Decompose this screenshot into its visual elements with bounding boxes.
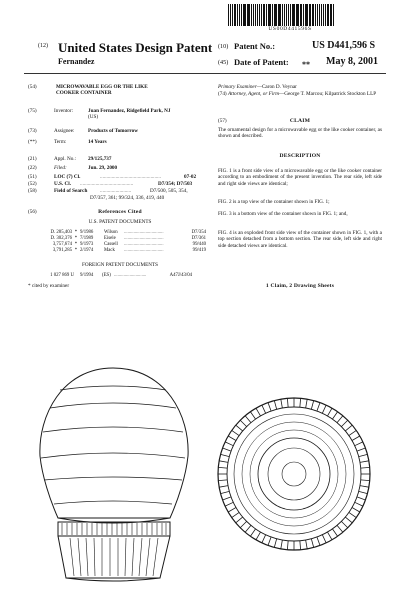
rim-tick <box>281 399 283 408</box>
rim-tick <box>357 497 365 500</box>
ref-dots: ................................. <box>124 230 164 235</box>
rim-tick <box>236 425 243 431</box>
search-field-num: (58) <box>28 188 37 194</box>
term-value: 14 Years <box>88 139 107 145</box>
rim-tick <box>223 497 231 500</box>
assignee-field-num: (73) <box>28 128 37 134</box>
barcode-bar <box>284 4 285 26</box>
rim-tick <box>300 541 301 550</box>
barcode <box>228 4 352 26</box>
header-divider <box>24 73 386 74</box>
barcode-bar <box>288 4 289 26</box>
patent-type-title: United States Design Patent <box>58 40 213 55</box>
claim-text: The ornamental design for a microwavable egg or the like cooker container, as shown and described. <box>218 127 382 140</box>
rim-tick <box>345 517 352 523</box>
rim-tick <box>328 408 333 416</box>
barcode-bar <box>303 4 304 26</box>
attorney-label: Attorney, Agent, or Firm <box>227 91 280 97</box>
rim-tick <box>221 491 230 493</box>
rim-tick <box>274 401 276 410</box>
rim-tick <box>360 461 369 463</box>
patent-no-code: (10) <box>218 43 229 50</box>
ref-star: * <box>74 242 78 247</box>
rim-tick <box>240 521 246 527</box>
barcode-bar <box>275 4 276 26</box>
rim-tick <box>287 398 288 407</box>
barcode-bar <box>331 4 332 26</box>
rim-tick <box>300 398 301 407</box>
rim-tick <box>245 525 251 532</box>
appl-value: 29/125,737 <box>88 156 112 162</box>
date-stars: ** <box>302 60 310 69</box>
rim-tick <box>361 467 370 468</box>
loc-label: LOC (7) Cl. <box>54 174 81 180</box>
inventor-label: Inventor: <box>54 108 74 114</box>
appl-field-num: (21) <box>28 156 37 162</box>
barcode-bar <box>327 4 329 26</box>
assignee-value: Products of Tomorrow <box>88 128 138 134</box>
search-value-line1: D7/500, 505, 354, <box>150 188 188 194</box>
barcode-bar <box>266 4 267 26</box>
ref-patent: 1 027 869 U <box>50 273 74 278</box>
rim-tick <box>328 532 333 540</box>
barcode-bar <box>306 4 307 26</box>
barcode-bar <box>241 4 242 26</box>
barcode-bar <box>268 4 269 26</box>
barcode-bar <box>248 4 250 26</box>
ref-class: D7/361 <box>191 236 206 241</box>
rim-tick <box>219 486 228 488</box>
rim-tick <box>268 403 271 411</box>
primary-examiner: Primary Examiner—Caron D. Veynar <box>218 84 297 90</box>
barcode-bar <box>286 4 287 26</box>
ref-name: Eisele <box>104 236 116 241</box>
rim-tick <box>262 405 266 413</box>
rim-tick <box>262 535 266 543</box>
us-references-list <box>36 230 206 254</box>
references-heading: References Cited <box>98 209 142 215</box>
rim-tick <box>225 442 233 446</box>
fig4-description: FIG. 4 is an exploded front side view of the container shown in FIG. 1, with a top section detached from a bottom section. The rear side, left side and right side detached views are identical. <box>218 230 382 249</box>
rim-tick <box>317 537 320 545</box>
ref-star: * <box>74 248 78 253</box>
filed-field-num: (22) <box>28 165 37 171</box>
barcode-bar <box>244 4 245 26</box>
examiner-label: Primary Examiner <box>218 84 257 90</box>
ref-class: A47J/43/04 <box>169 273 192 278</box>
barcode-bar <box>319 4 320 26</box>
filed-label: Filed: <box>54 165 67 171</box>
rim-tick <box>287 541 288 550</box>
barcode-bar <box>282 4 283 26</box>
fig2-description: FIG. 2 is a top view of the container shown in FIG. 1; <box>218 199 330 205</box>
barcode-bar <box>237 4 238 26</box>
search-value-line2: D7/357, 361; 99/324, 336, 419, 440 <box>90 195 165 201</box>
rim-tick <box>228 508 236 513</box>
rim-tick <box>332 412 337 419</box>
ref-date: 9/1973 <box>80 242 94 247</box>
rim-tick <box>341 420 347 426</box>
ref-dots: ........................... <box>114 273 147 278</box>
rim-tick <box>281 540 283 549</box>
rim-tick <box>274 539 276 548</box>
barcode-bar <box>257 4 258 26</box>
ref-class: 99/440 <box>192 242 206 247</box>
barcode-bar <box>228 4 229 26</box>
rim-tick <box>221 454 230 456</box>
barcode-bar <box>272 4 273 26</box>
patent-date: May 8, 2001 <box>326 56 378 67</box>
design-drawings <box>0 352 408 592</box>
rim-tick <box>345 425 352 431</box>
egg-container-front-view <box>40 368 188 581</box>
barcode-bar <box>251 4 252 26</box>
cited-by-examiner-note: * cited by examiner <box>28 283 70 289</box>
foreign-reference-row <box>36 273 192 279</box>
barcode-bar <box>309 4 310 26</box>
barcode-bar <box>263 4 265 26</box>
rim-tick <box>317 403 320 411</box>
design-title-line2: COOKER CONTAINER <box>56 90 112 96</box>
claim-field-num: (57) <box>218 118 227 124</box>
barcode-bar <box>315 4 316 26</box>
rim-tick <box>236 517 243 523</box>
attorney-num: (74) <box>218 91 227 97</box>
fig3-description: FIG. 3 is a bottom view of the container shown in FIG. 1; and, <box>218 211 348 217</box>
inventor-short: Fernandez <box>58 57 95 66</box>
barcode-bar <box>317 4 318 26</box>
inventor-value-line1: Juan Fernandez, Ridgefield Park, NJ <box>88 108 171 114</box>
us-patent-docs-heading: U.S. PATENT DOCUMENTS <box>88 219 152 225</box>
ref-name: Wilson <box>104 230 118 235</box>
term-label: Term: <box>54 139 67 145</box>
kind-code: (12) <box>38 43 48 49</box>
barcode-bar <box>333 4 334 26</box>
rim-tick <box>306 399 308 408</box>
ref-star: * <box>74 230 78 235</box>
us-reference-row <box>36 248 206 254</box>
claim-heading: CLAIM <box>289 118 311 124</box>
rim-tick <box>349 430 356 435</box>
barcode-bar <box>247 4 248 26</box>
appl-label: Appl. No.: <box>54 156 77 162</box>
ref-dots: ................................. <box>124 248 164 253</box>
barcode-bar <box>278 4 279 26</box>
rim-tick <box>268 537 271 545</box>
search-dots: ........................ <box>100 188 132 194</box>
rim-tick <box>256 408 261 416</box>
ref-date: 2/1974 <box>80 248 94 253</box>
search-label: Field of Search <box>54 188 88 194</box>
references-field-num: (56) <box>28 209 37 215</box>
inventor-field-num: (75) <box>28 108 37 114</box>
rim-tick <box>359 454 368 456</box>
ref-class: 99/419 <box>192 248 206 253</box>
ref-dots: ................................. <box>124 242 164 247</box>
ref-dots: ................................. <box>124 236 164 241</box>
rim-tick <box>360 486 369 488</box>
attorney-agent-firm: (74) Attorney, Agent, or Firm—George T. Marcou; Kilpatrick Stockton LLP <box>218 91 377 97</box>
loc-dots: ............................................... <box>100 174 161 180</box>
ref-star: * <box>74 236 78 241</box>
rim-tick <box>332 529 337 536</box>
rim-tick <box>349 512 356 517</box>
barcode-bar <box>310 4 311 26</box>
rim-tick <box>341 521 347 527</box>
rim-tick <box>218 480 227 481</box>
rim-tick <box>219 461 228 463</box>
rim-tick <box>352 508 360 513</box>
rim-tick <box>359 491 368 493</box>
ref-patent: 3,791,285 <box>52 248 72 253</box>
claims-and-sheets: 1 Claim, 2 Drawing Sheets <box>265 283 335 289</box>
rim-tick <box>223 448 231 451</box>
barcode-bar <box>330 4 331 26</box>
fig1-description: FIG. 1 is a front side view of a microwavable egg or the like cooker container according to an embodiment of the present invention. The rear side, left side and right side views are identical; <box>218 168 382 187</box>
barcode-bar <box>255 4 256 26</box>
ref-date: 7/1989 <box>80 236 94 241</box>
uscl-value: D7/354; D7/503 <box>158 181 193 187</box>
ref-name: Mack <box>104 248 115 253</box>
barcode-bar <box>259 4 260 26</box>
date-code: (45) <box>218 59 229 66</box>
barcode-bar <box>312 4 314 26</box>
attorney-value: George T. Marcou; Kilpatrick Stockton LLP <box>284 91 377 97</box>
uscl-dots: ......................................... <box>80 181 134 187</box>
uscl-field-num: (52) <box>28 181 37 187</box>
loc-value: 07-02 <box>184 174 197 180</box>
barcode-bar <box>296 4 297 26</box>
rim-tick <box>352 436 360 441</box>
ref-patent: D. 302,376 <box>50 236 72 241</box>
rim-tick <box>225 502 233 506</box>
barcode-bar <box>274 4 275 26</box>
rim-tick <box>322 535 326 543</box>
assignee-label: Assignee: <box>54 128 75 134</box>
rim-tick <box>240 420 246 426</box>
rim-tick <box>337 416 343 423</box>
rim-tick <box>218 467 227 468</box>
rim-tick <box>245 416 251 423</box>
filed-value: Jun. 29, 2000 <box>88 165 118 171</box>
barcode-bar <box>293 4 294 26</box>
rim-tick <box>306 540 308 549</box>
ref-date: 9/1994 <box>80 273 94 278</box>
rim-tick <box>311 401 313 410</box>
ref-country: (ES) <box>102 273 111 278</box>
barcode-bar <box>292 4 293 26</box>
term-field-num: (**) <box>28 139 37 145</box>
barcode-bar <box>253 4 254 26</box>
rim-tick <box>250 412 255 419</box>
barcode-bar <box>321 4 322 26</box>
egg-container-top-view <box>218 398 370 550</box>
rim-tick <box>322 405 326 413</box>
ref-name: Cassell <box>104 242 118 247</box>
date-label: Date of Patent: <box>234 57 289 67</box>
rim-tick <box>232 430 239 435</box>
examiner-value: Caron D. Veynar <box>261 84 297 90</box>
rim-tick <box>256 532 261 540</box>
barcode-bar <box>232 4 233 26</box>
barcode-number: US00D441596S <box>268 26 312 32</box>
barcode-bar <box>243 4 244 26</box>
rim-tick <box>250 529 255 536</box>
foreign-patent-docs-heading: FOREIGN PATENT DOCUMENTS <box>81 262 159 268</box>
description-heading: DESCRIPTION <box>279 153 321 159</box>
barcode-bar <box>297 4 299 26</box>
patent-no-label: Patent No.: <box>234 41 276 51</box>
inventor-value-line2: (US) <box>88 114 99 120</box>
rim-tick <box>357 448 365 451</box>
barcode-bar <box>269 4 270 26</box>
design-title-line1: MICROWAVABLE EGG OR THE LIKE <box>56 84 148 90</box>
rim-tick <box>355 502 363 506</box>
barcode-bar <box>239 4 240 26</box>
barcode-bar <box>261 4 262 26</box>
loc-field-num: (51) <box>28 174 37 180</box>
barcode-bar <box>234 4 236 26</box>
rim-tick <box>355 442 363 446</box>
rim-tick <box>228 436 236 441</box>
barcode-bar <box>290 4 291 26</box>
barcode-bar <box>323 4 324 26</box>
barcode-bar <box>300 4 301 26</box>
barcode-bar <box>230 4 231 26</box>
uscl-label: U.S. Cl. <box>54 181 72 187</box>
barcode-bar <box>279 4 281 26</box>
patent-number: US D441,596 S <box>312 40 376 51</box>
rim-tick <box>337 525 343 532</box>
barcode-bar <box>305 4 306 26</box>
rim-tick <box>232 512 239 517</box>
rim-tick <box>361 480 370 481</box>
ref-class: D7/354 <box>191 230 206 235</box>
ref-date: 9/1986 <box>80 230 94 235</box>
barcode-bar <box>325 4 326 26</box>
title-field-num: (54) <box>28 84 37 90</box>
ref-patent: D. 285,403 <box>50 230 72 235</box>
rim-tick <box>311 539 313 548</box>
ref-patent: 3,757,674 <box>52 242 72 247</box>
